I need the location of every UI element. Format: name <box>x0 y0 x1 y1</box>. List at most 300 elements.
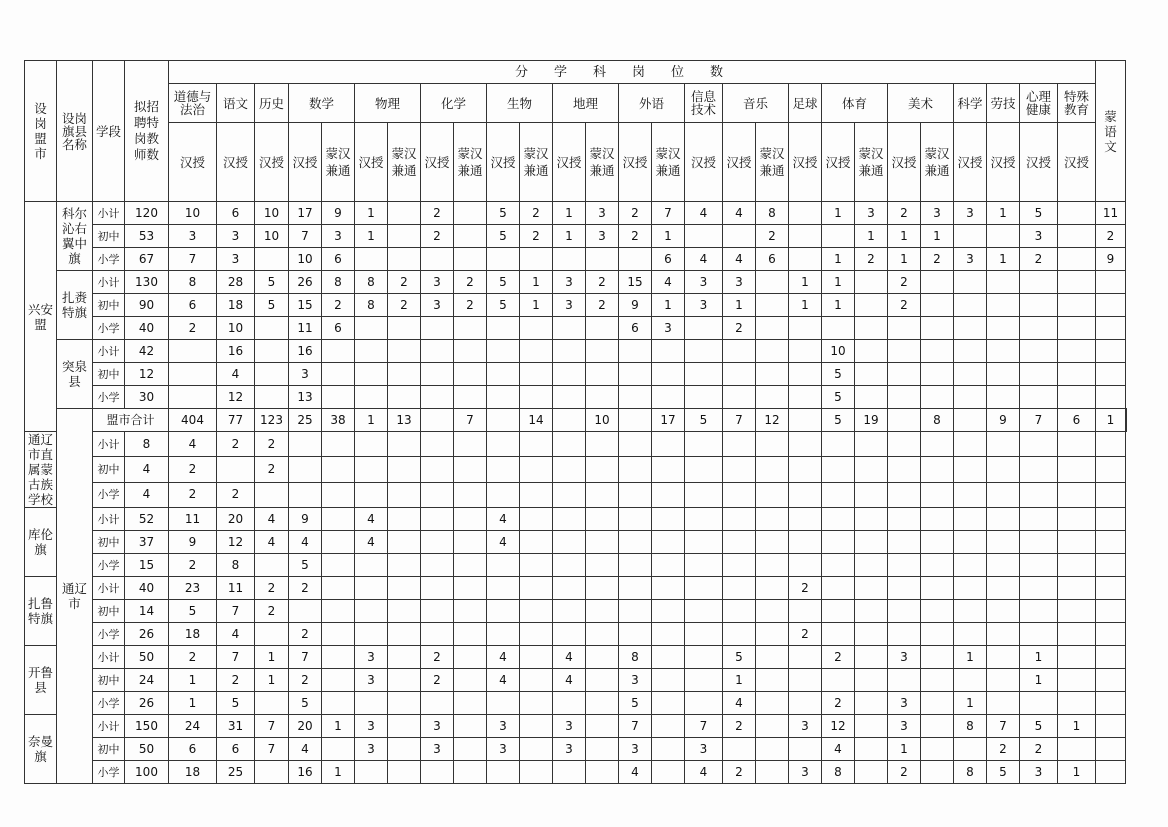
value-cell: 1 <box>355 202 388 225</box>
value-cell <box>723 577 756 600</box>
value-cell <box>921 271 954 294</box>
value-cell: 1 <box>987 248 1020 271</box>
value-cell <box>454 554 487 577</box>
value-cell <box>454 363 487 386</box>
value-cell <box>619 600 652 623</box>
value-cell <box>454 669 487 692</box>
value-cell <box>520 692 553 715</box>
value-cell: 1 <box>723 294 756 317</box>
value-cell <box>685 623 723 646</box>
value-cell <box>789 457 822 482</box>
value-cell: 5 <box>487 294 520 317</box>
level-cell: 小学 <box>93 482 125 507</box>
value-cell <box>289 457 322 482</box>
value-cell <box>322 692 355 715</box>
level-cell: 初中 <box>93 738 125 761</box>
value-cell: 2 <box>255 432 289 457</box>
value-cell: 1 <box>822 202 855 225</box>
value-cell: 4 <box>685 761 723 784</box>
value-cell <box>723 531 756 554</box>
value-cell: 16 <box>289 340 322 363</box>
value-cell: 6 <box>756 248 789 271</box>
value-cell <box>388 646 421 669</box>
value-cell <box>921 692 954 715</box>
value-cell <box>169 386 217 409</box>
value-cell <box>553 508 586 531</box>
value-cell <box>255 692 289 715</box>
value-cell <box>520 577 553 600</box>
value-cell <box>987 271 1020 294</box>
value-cell <box>756 457 789 482</box>
value-cell: 2 <box>756 225 789 248</box>
value-cell <box>987 482 1020 507</box>
value-cell <box>855 340 888 363</box>
value-cell: 3 <box>888 646 921 669</box>
sub-column-header: 汉授 <box>987 123 1020 202</box>
value-cell <box>619 531 652 554</box>
value-cell <box>1020 508 1058 531</box>
value-cell: 8 <box>322 271 355 294</box>
value-cell <box>421 600 454 623</box>
value-cell <box>322 646 355 669</box>
value-cell <box>520 646 553 669</box>
value-cell: 3 <box>723 271 756 294</box>
value-cell: 3 <box>487 715 520 738</box>
value-cell <box>954 531 987 554</box>
value-cell: 5 <box>487 225 520 248</box>
value-cell: 2 <box>255 457 289 482</box>
value-cell: 2 <box>822 692 855 715</box>
value-cell <box>1058 202 1096 225</box>
total-cell: 30 <box>125 386 169 409</box>
value-cell <box>1058 531 1096 554</box>
value-cell <box>954 386 987 409</box>
value-cell <box>987 531 1020 554</box>
value-cell: 5 <box>987 761 1020 784</box>
value-cell <box>855 508 888 531</box>
prefecture-cell: 通辽市 <box>57 409 93 784</box>
value-cell: 11 <box>217 577 255 600</box>
value-cell <box>355 761 388 784</box>
value-cell <box>822 225 855 248</box>
value-cell <box>487 482 520 507</box>
value-cell <box>322 457 355 482</box>
value-cell: 5 <box>723 646 756 669</box>
sub-column-header: 汉授 <box>789 123 822 202</box>
table-row <box>25 386 1127 409</box>
total-cell: 50 <box>125 738 169 761</box>
value-cell <box>652 386 685 409</box>
value-cell <box>921 340 954 363</box>
value-cell <box>553 363 586 386</box>
value-cell <box>855 761 888 784</box>
total-cell: 130 <box>125 271 169 294</box>
value-cell <box>685 457 723 482</box>
value-cell: 11 <box>169 508 217 531</box>
value-cell <box>355 457 388 482</box>
value-cell <box>520 531 553 554</box>
sub-column-header: 蒙汉兼通 <box>454 123 487 202</box>
sub-column-header: 汉授 <box>487 123 520 202</box>
value-cell <box>553 386 586 409</box>
value-cell: 1 <box>1096 409 1126 432</box>
value-cell <box>987 386 1020 409</box>
value-cell: 3 <box>619 738 652 761</box>
value-cell <box>1126 409 1127 432</box>
value-cell: 6 <box>322 248 355 271</box>
value-cell: 2 <box>421 669 454 692</box>
county-cell: 扎鲁特旗 <box>25 577 57 646</box>
table-row <box>25 482 1127 507</box>
value-cell <box>388 386 421 409</box>
total-cell: 42 <box>125 340 169 363</box>
value-cell <box>454 577 487 600</box>
value-cell: 10 <box>255 225 289 248</box>
value-cell: 1 <box>355 409 388 432</box>
value-cell <box>454 457 487 482</box>
value-cell <box>789 692 822 715</box>
value-cell <box>520 248 553 271</box>
total-cell: 150 <box>125 715 169 738</box>
value-cell: 1 <box>822 248 855 271</box>
value-cell: 14 <box>520 409 553 432</box>
value-cell <box>789 554 822 577</box>
value-cell <box>586 738 619 761</box>
value-cell <box>169 340 217 363</box>
value-cell <box>1020 692 1058 715</box>
value-cell <box>888 317 921 340</box>
value-cell <box>685 554 723 577</box>
value-cell <box>652 508 685 531</box>
value-cell: 10 <box>289 248 322 271</box>
value-cell <box>723 554 756 577</box>
group-title: 分学科岗位数 <box>169 61 1096 84</box>
county-cell: 开鲁县 <box>25 646 57 715</box>
value-cell: 2 <box>987 738 1020 761</box>
value-cell <box>388 531 421 554</box>
table-row <box>25 409 1127 432</box>
subject-header: 美术 <box>888 84 954 123</box>
value-cell <box>685 577 723 600</box>
value-cell <box>520 508 553 531</box>
value-cell <box>487 554 520 577</box>
value-cell: 3 <box>322 225 355 248</box>
value-cell <box>987 623 1020 646</box>
value-cell: 5 <box>217 692 255 715</box>
value-cell <box>355 386 388 409</box>
value-cell <box>954 432 987 457</box>
sub-column-header: 汉授 <box>822 123 855 202</box>
value-cell: 4 <box>652 271 685 294</box>
value-cell: 38 <box>322 409 355 432</box>
value-cell: 2 <box>169 554 217 577</box>
value-cell <box>1020 386 1058 409</box>
value-cell <box>322 600 355 623</box>
value-cell <box>421 577 454 600</box>
value-cell <box>855 482 888 507</box>
value-cell: 4 <box>355 531 388 554</box>
value-cell: 1 <box>553 202 586 225</box>
value-cell <box>487 623 520 646</box>
value-cell <box>520 363 553 386</box>
value-cell <box>789 386 822 409</box>
value-cell <box>421 692 454 715</box>
value-cell <box>520 554 553 577</box>
value-cell <box>454 508 487 531</box>
value-cell: 1 <box>322 761 355 784</box>
value-cell: 4 <box>217 363 255 386</box>
value-cell: 2 <box>388 271 421 294</box>
value-cell <box>888 508 921 531</box>
col-county-header: 设岗旗县名称 <box>57 61 93 202</box>
value-cell <box>855 531 888 554</box>
value-cell <box>652 432 685 457</box>
value-cell: 123 <box>255 409 289 432</box>
value-cell <box>652 738 685 761</box>
value-cell <box>723 600 756 623</box>
value-cell <box>355 340 388 363</box>
value-cell: 5 <box>619 692 652 715</box>
value-cell <box>921 600 954 623</box>
value-cell <box>888 531 921 554</box>
value-cell <box>388 669 421 692</box>
value-cell <box>586 386 619 409</box>
value-cell <box>586 340 619 363</box>
value-cell: 3 <box>789 715 822 738</box>
value-cell <box>954 669 987 692</box>
value-cell <box>723 508 756 531</box>
value-cell: 31 <box>217 715 255 738</box>
value-cell: 3 <box>888 715 921 738</box>
value-cell <box>822 554 855 577</box>
value-cell: 2 <box>723 715 756 738</box>
value-cell <box>255 317 289 340</box>
value-cell <box>322 386 355 409</box>
value-cell: 6 <box>217 738 255 761</box>
value-cell <box>921 715 954 738</box>
value-cell <box>855 317 888 340</box>
value-cell <box>586 692 619 715</box>
value-cell <box>553 340 586 363</box>
level-cell: 小学 <box>93 317 125 340</box>
value-cell <box>619 340 652 363</box>
subject-header: 劳技 <box>987 84 1020 123</box>
subject-header: 地理 <box>553 84 619 123</box>
value-cell: 2 <box>255 577 289 600</box>
value-cell <box>888 577 921 600</box>
value-cell: 10 <box>822 340 855 363</box>
level-cell: 小计 <box>93 271 125 294</box>
value-cell: 18 <box>169 623 217 646</box>
value-cell <box>822 669 855 692</box>
value-cell <box>388 432 421 457</box>
value-cell <box>388 623 421 646</box>
value-cell <box>756 600 789 623</box>
sub-column-header: 汉授 <box>888 123 921 202</box>
value-cell: 5 <box>289 692 322 715</box>
value-cell <box>255 482 289 507</box>
value-cell <box>289 432 322 457</box>
value-cell: 8 <box>756 202 789 225</box>
value-cell <box>322 623 355 646</box>
value-cell <box>921 623 954 646</box>
sub-column-header: 蒙汉兼通 <box>921 123 954 202</box>
value-cell: 1 <box>888 738 921 761</box>
value-cell <box>1096 340 1126 363</box>
value-cell <box>921 294 954 317</box>
value-cell <box>553 248 586 271</box>
table-row <box>25 646 1127 669</box>
value-cell <box>619 409 652 432</box>
value-cell <box>756 761 789 784</box>
value-cell <box>756 692 789 715</box>
value-cell <box>619 248 652 271</box>
value-cell <box>553 432 586 457</box>
value-cell: 11 <box>289 317 322 340</box>
value-cell <box>1020 554 1058 577</box>
value-cell <box>954 340 987 363</box>
value-cell <box>954 554 987 577</box>
value-cell <box>487 386 520 409</box>
value-cell <box>954 577 987 600</box>
value-cell: 7 <box>255 715 289 738</box>
table-row <box>25 294 1127 317</box>
value-cell: 2 <box>1020 248 1058 271</box>
value-cell: 3 <box>421 271 454 294</box>
value-cell <box>1058 248 1096 271</box>
value-cell <box>388 340 421 363</box>
value-cell <box>322 738 355 761</box>
value-cell <box>789 363 822 386</box>
value-cell <box>756 340 789 363</box>
value-cell: 3 <box>355 715 388 738</box>
value-cell <box>520 715 553 738</box>
value-cell: 6 <box>619 317 652 340</box>
value-cell <box>355 432 388 457</box>
value-cell <box>822 531 855 554</box>
value-cell <box>586 715 619 738</box>
value-cell: 1 <box>789 271 822 294</box>
value-cell: 3 <box>685 271 723 294</box>
value-cell <box>355 317 388 340</box>
value-cell <box>822 432 855 457</box>
value-cell <box>789 317 822 340</box>
value-cell: 2 <box>723 761 756 784</box>
value-cell: 2 <box>322 294 355 317</box>
subject-header: 生物 <box>487 84 553 123</box>
value-cell: 8 <box>217 554 255 577</box>
level-cell: 小学 <box>93 386 125 409</box>
value-cell: 1 <box>954 646 987 669</box>
value-cell <box>685 317 723 340</box>
value-cell: 3 <box>553 271 586 294</box>
value-cell <box>1058 692 1096 715</box>
value-cell: 10 <box>217 317 255 340</box>
value-cell <box>322 531 355 554</box>
value-cell <box>1096 738 1126 761</box>
value-cell: 8 <box>355 294 388 317</box>
value-cell <box>987 646 1020 669</box>
value-cell <box>723 738 756 761</box>
value-cell <box>454 715 487 738</box>
subject-header: 信息技术 <box>685 84 723 123</box>
value-cell <box>1096 432 1126 457</box>
value-cell: 5 <box>822 409 855 432</box>
value-cell <box>954 738 987 761</box>
value-cell: 7 <box>217 600 255 623</box>
value-cell <box>652 715 685 738</box>
value-cell: 4 <box>487 531 520 554</box>
value-cell: 6 <box>169 738 217 761</box>
value-cell <box>553 457 586 482</box>
value-cell <box>388 508 421 531</box>
value-cell: 7 <box>723 409 756 432</box>
value-cell <box>756 715 789 738</box>
value-cell: 3 <box>553 294 586 317</box>
level-cell: 小学 <box>93 761 125 784</box>
value-cell: 4 <box>619 761 652 784</box>
level-cell: 小学 <box>93 623 125 646</box>
value-cell <box>987 340 1020 363</box>
table-row <box>25 531 1127 554</box>
value-cell: 5 <box>487 271 520 294</box>
table-row <box>25 457 1127 482</box>
table-row <box>25 577 1127 600</box>
value-cell: 2 <box>217 669 255 692</box>
value-cell <box>454 482 487 507</box>
value-cell: 13 <box>289 386 322 409</box>
value-cell: 6 <box>1058 409 1096 432</box>
value-cell <box>619 457 652 482</box>
value-cell <box>855 457 888 482</box>
value-cell <box>1058 669 1096 692</box>
sub-column-header: 汉授 <box>289 123 322 202</box>
col-prefecture-header: 设 岗 盟 市 <box>25 61 57 202</box>
total-cell: 4 <box>125 482 169 507</box>
total-cell: 12 <box>125 363 169 386</box>
value-cell <box>1096 600 1126 623</box>
value-cell <box>586 248 619 271</box>
value-cell <box>289 482 322 507</box>
value-cell <box>855 692 888 715</box>
total-cell: 53 <box>125 225 169 248</box>
value-cell: 3 <box>169 225 217 248</box>
county-cell: 科尔沁右翼中旗 <box>57 202 93 271</box>
value-cell: 4 <box>487 669 520 692</box>
prefecture-cell: 兴安盟 <box>25 202 57 432</box>
value-cell <box>756 646 789 669</box>
value-cell <box>520 623 553 646</box>
sub-column-header: 汉授 <box>954 123 987 202</box>
level-cell: 初中 <box>93 457 125 482</box>
value-cell <box>1096 761 1126 784</box>
value-cell: 15 <box>289 294 322 317</box>
value-cell <box>652 600 685 623</box>
sub-column-header: 汉授 <box>619 123 652 202</box>
value-cell: 1 <box>322 715 355 738</box>
value-cell <box>652 531 685 554</box>
value-cell: 3 <box>355 646 388 669</box>
sub-column-header: 蒙汉兼通 <box>756 123 789 202</box>
value-cell: 3 <box>619 669 652 692</box>
subject-header: 历史 <box>255 84 289 123</box>
value-cell: 1 <box>822 271 855 294</box>
value-cell <box>421 317 454 340</box>
value-cell <box>855 577 888 600</box>
value-cell <box>685 669 723 692</box>
value-cell <box>1096 294 1126 317</box>
value-cell <box>487 457 520 482</box>
